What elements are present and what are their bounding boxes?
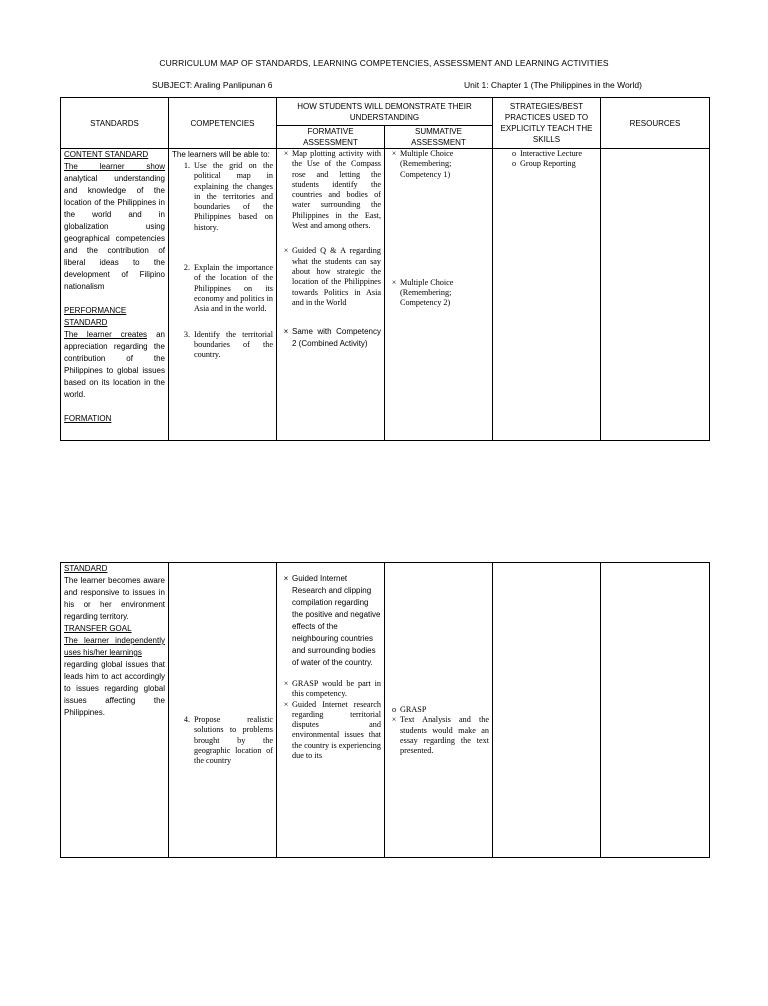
summative-text: Multiple Choice (Remembering; Competency 2) bbox=[400, 277, 454, 308]
performance-standard-text bbox=[64, 329, 165, 401]
strategy-text: Interactive Lecture bbox=[520, 149, 583, 158]
transfer-goal-text: regarding global issues that leads him to act accordingly to issues regarding global issues affecting the Philippines. bbox=[64, 660, 165, 717]
competency-item-1 bbox=[172, 161, 273, 233]
competency-item-2 bbox=[172, 263, 273, 314]
summative-text: Multiple Choice (Remembering; Competency 1) bbox=[400, 149, 454, 179]
formative-text: Same with Competency 2 (Combined Activity) bbox=[292, 327, 381, 349]
formative-text: GRASP would be part in this competency. bbox=[292, 679, 381, 699]
standards-cell bbox=[61, 149, 169, 441]
strategies-cell bbox=[493, 149, 601, 441]
transfer-goal-lead: The learner independently uses his/her learnings bbox=[64, 636, 165, 657]
transfer-goal-heading: TRANSFER GOAL bbox=[64, 624, 132, 633]
cross-bullet-icon: × bbox=[391, 715, 397, 725]
formative-text: Map plotting activity with the Use of the Compass rose and letting the students identify the countries and bodies of water surrounding the Philippines in the East, West and among others. bbox=[292, 149, 381, 231]
header-resources: RESOURCES bbox=[601, 98, 710, 149]
competency-number: 2. bbox=[183, 263, 190, 273]
competency-text: Use the grid on the political map in explaining the changes in the territories and boundaries of the Philippines based on history. bbox=[194, 161, 273, 232]
header-summative: SUMMATIVE ASSESSMENT bbox=[385, 126, 493, 149]
cross-bullet-icon: × bbox=[283, 574, 289, 583]
formative-cell-2 bbox=[277, 563, 385, 858]
header-competencies: COMPETENCIES bbox=[169, 98, 277, 149]
strategies-cell-2 bbox=[493, 563, 601, 858]
header-formative: FORMATIVE ASSESSMENT bbox=[277, 126, 385, 149]
summative-item-2 bbox=[388, 278, 489, 309]
strategy-item-2 bbox=[496, 159, 597, 169]
competency-intro: The learners will be able to: bbox=[172, 150, 270, 159]
summative-text: GRASP bbox=[400, 705, 427, 714]
summative-item-3 bbox=[388, 705, 489, 715]
competency-item-4 bbox=[172, 715, 273, 766]
cross-bullet-icon: × bbox=[391, 277, 397, 287]
circle-bullet-icon: o bbox=[511, 159, 517, 169]
cross-bullet-icon: × bbox=[283, 699, 289, 709]
competency-number: 4. bbox=[183, 715, 190, 724]
competency-text: Propose realistic solutions to problems brought by the geographic location of the country bbox=[194, 715, 273, 766]
content-standard-heading: CONTENT STANDARD bbox=[64, 150, 149, 159]
competency-number: 1. bbox=[183, 161, 190, 170]
cross-bullet-icon: × bbox=[283, 327, 289, 337]
formative-cell bbox=[277, 149, 385, 441]
unit-label: Unit 1: Chapter 1 (The Philippines in the World) bbox=[464, 80, 642, 90]
competency-text: Identify the territorial boundaries of the country. bbox=[194, 329, 273, 360]
competencies-cell bbox=[169, 149, 277, 441]
formative-item-4 bbox=[280, 573, 381, 669]
cross-bullet-icon: × bbox=[283, 149, 289, 158]
resources-cell-2 bbox=[601, 563, 710, 858]
standard-heading: STANDARD bbox=[64, 564, 108, 573]
formative-text: Guided Internet Research and clipping compilation regarding the positive and negative effects of the neighbouring countries and surrounding bodies of water of the country. bbox=[292, 574, 381, 667]
competency-item-3 bbox=[172, 330, 273, 361]
strategy-text: Group Reporting bbox=[520, 159, 576, 169]
formative-item-6 bbox=[280, 700, 381, 762]
summative-cell bbox=[385, 149, 493, 441]
standard-text: The learner becomes aware and responsive to issues in his or her environment regarding territory. bbox=[64, 576, 165, 621]
summative-text: Text Analysis and the students would make an essay regarding the text presented. bbox=[400, 715, 489, 756]
performance-lead: The learner creates bbox=[64, 330, 148, 339]
formative-item-2 bbox=[280, 246, 381, 308]
competency-text: Explain the importance of the location of the Philippines on its economy and politics in Asia and in the world. bbox=[194, 263, 273, 314]
cross-bullet-icon: × bbox=[283, 679, 289, 688]
summative-item-4 bbox=[388, 715, 489, 756]
formative-text: Guided Q & A regarding what the students can say about how strategic the location of the Philippines towards Politics in Asia and in the World bbox=[292, 246, 381, 307]
summative-item-1 bbox=[388, 149, 489, 180]
resources-cell bbox=[601, 149, 710, 441]
curriculum-table-2 bbox=[60, 562, 710, 858]
circle-bullet-icon: o bbox=[511, 149, 517, 158]
header-standards: STANDARDS bbox=[61, 98, 169, 149]
standards-cell-2 bbox=[61, 563, 169, 858]
circle-bullet-icon: o bbox=[391, 705, 397, 714]
cross-bullet-icon: × bbox=[283, 246, 289, 256]
subject-label: SUBJECT: Araling Panlipunan 6 bbox=[152, 80, 273, 90]
formative-item-5 bbox=[280, 679, 381, 700]
summative-cell-2 bbox=[385, 563, 493, 858]
strategy-item-1 bbox=[496, 149, 597, 159]
header-how: HOW STUDENTS WILL DEMONSTRATE THEIR UNDERSTANDING bbox=[277, 98, 493, 126]
competencies-cell-2 bbox=[169, 563, 277, 858]
performance-heading-1: PERFORMANCE bbox=[64, 306, 127, 315]
performance-text: an appreciation regarding the contribution of the Philippines to global issues based on its location in the world. bbox=[64, 330, 166, 399]
cross-bullet-icon: × bbox=[391, 149, 397, 158]
formative-item-1 bbox=[280, 149, 381, 231]
content-standard-lead: The learner show bbox=[64, 162, 165, 171]
competency-number: 3. bbox=[183, 329, 190, 339]
formative-text: Guided Internet research regarding territorial disputes and environmental issues that the country is experiencing due to its bbox=[292, 699, 381, 761]
performance-heading-2: STANDARD bbox=[64, 318, 108, 327]
header-strategies: STRATEGIES/BEST PRACTICES USED TO EXPLICITLY TEACH THE SKILLS bbox=[493, 98, 601, 149]
curriculum-table-1 bbox=[60, 97, 710, 441]
formative-item-3 bbox=[280, 326, 381, 350]
content-standard-text: analytical understanding and knowledge of the location of the Philippines in the world and in globalization using geographical competencies and the contribution of liberal ideas to the development of Filipino nationalism bbox=[64, 174, 165, 291]
document-title: CURRICULUM MAP OF STANDARDS, LEARNING COMPETENCIES, ASSESSMENT AND LEARNING ACTIVITIES bbox=[159, 58, 609, 68]
formation-heading: FORMATION bbox=[64, 414, 112, 423]
